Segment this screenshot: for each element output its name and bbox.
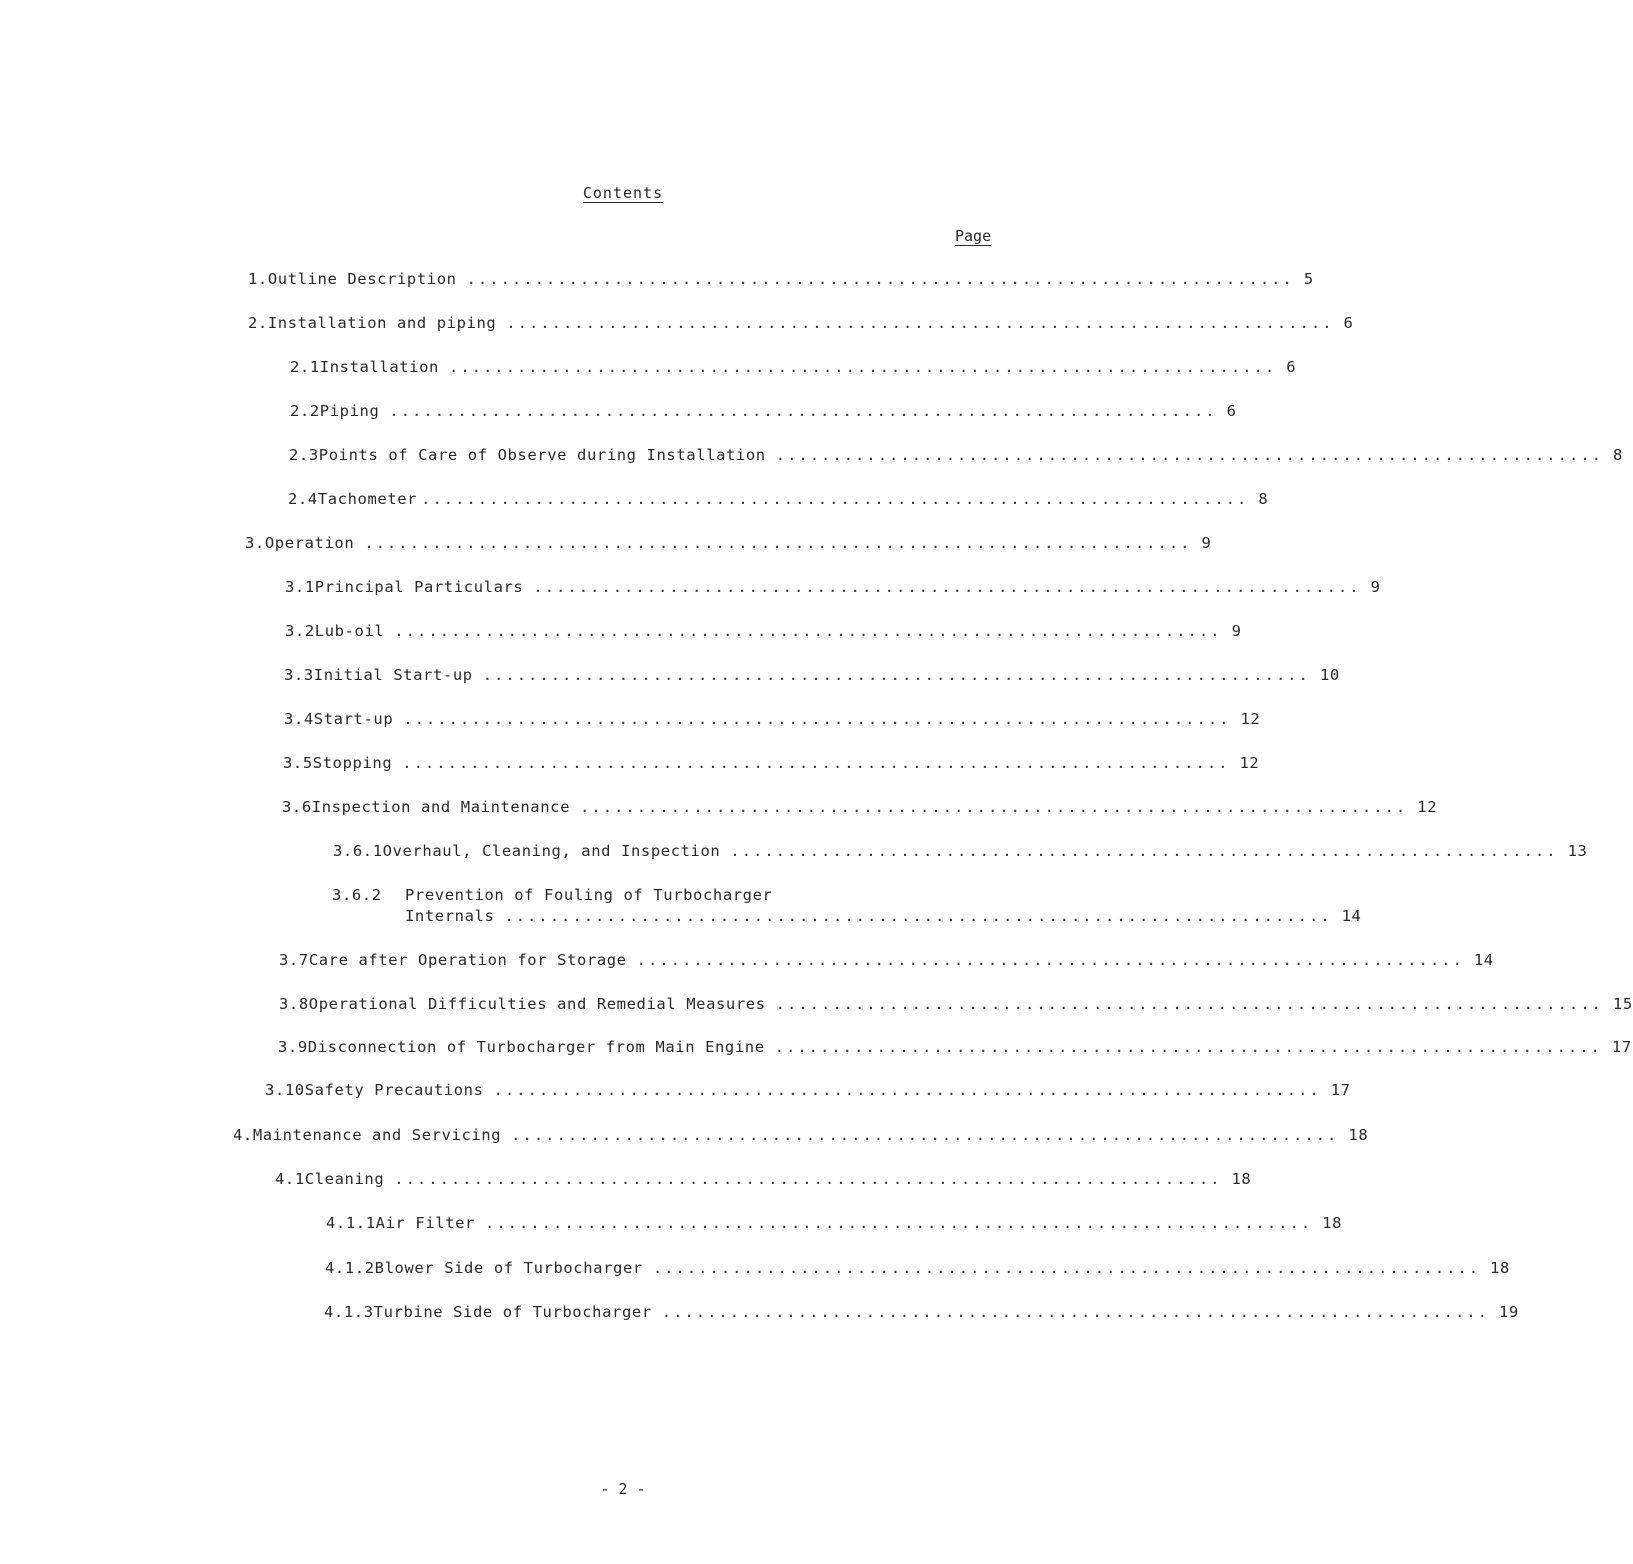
toc-entry-page: 14 [1473, 951, 1494, 969]
toc-entry-number: 3.7 [279, 951, 309, 969]
dot-leader: ......................................................................... [775, 446, 1603, 464]
dot-leader: ......................................................................... [533, 578, 1361, 596]
dot-leader: ......................................................................... [394, 622, 1222, 640]
dot-leader: ......................................................................... [485, 1214, 1313, 1232]
toc-entry-label: Overhaul, Cleaning, and Inspection [382, 842, 721, 860]
toc-entry [332, 886, 984, 904]
toc-entry-label: Disconnection of Turbocharger from Main Engine [307, 1038, 765, 1056]
toc-entry-number: 2.2 [290, 402, 320, 420]
toc-entry [278, 1038, 1632, 1056]
toc-entry-number: 1. [248, 270, 268, 288]
toc-entry [290, 402, 1237, 420]
toc-entry-label: Lub-oil [314, 622, 385, 640]
page-number-footer: - 2 - [600, 1480, 646, 1498]
toc-entry-page: 17 [1330, 1081, 1351, 1099]
toc-entry [284, 710, 1261, 728]
toc-entry-number: 4.1.1 [326, 1214, 376, 1232]
toc-entry-number: 3. [245, 534, 265, 552]
toc-entry [324, 1303, 1519, 1321]
toc-entry-page: 18 [1322, 1214, 1343, 1232]
toc-entry-page: 5 [1303, 270, 1314, 288]
dot-leader: ......................................................................... [580, 798, 1408, 816]
toc-entry-number: 3.6.1 [333, 842, 383, 860]
toc-entry-label: Turbine Side of Turbocharger [373, 1303, 652, 1321]
toc-entry-number: 2.4 [288, 490, 318, 508]
dot-leader: ......................................................................... [504, 907, 1332, 925]
dot-leader: ......................................................................... [636, 951, 1464, 969]
toc-entry-number: 3.4 [284, 710, 314, 728]
toc-entry-number: 3.10 [265, 1081, 305, 1099]
toc-entry [325, 1259, 1510, 1277]
toc-entry-label: Installation and piping [267, 314, 497, 332]
toc-entry [279, 995, 1633, 1013]
dot-leader: ......................................................................... [466, 270, 1294, 288]
contents-title-text: Contents [582, 184, 664, 202]
toc-entry-label: Prevention of Fouling of Turbocharger [405, 886, 773, 904]
toc-entry-number: 4.1.2 [325, 1259, 375, 1277]
toc-entry [290, 358, 1297, 376]
dot-leader: ......................................................................... [506, 314, 1334, 332]
toc-entry [248, 270, 1314, 288]
toc-entry-label: Operational Difficulties and Remedial Measures [308, 995, 766, 1013]
dot-leader: ......................................................................... [652, 1259, 1481, 1277]
toc-entry-number: 4. [233, 1126, 253, 1144]
dot-leader: ......................................................................... [394, 1170, 1222, 1188]
toc-entry-page: 13 [1567, 842, 1588, 860]
toc-entry-label: Tachometer [317, 490, 418, 508]
toc-entry-page: 10 [1319, 666, 1340, 684]
toc-entry-page: 17 [1611, 1038, 1632, 1056]
toc-entry-label: Air Filter [375, 1214, 475, 1232]
toc-entry-page: 18 [1231, 1170, 1252, 1188]
toc-entry-page: 9 [1370, 578, 1381, 596]
toc-entry [288, 490, 1269, 508]
toc-entry-label: Initial Start-up [313, 666, 473, 684]
dot-leader: ......................................................................... [421, 490, 1249, 508]
toc-entry-page: 6 [1343, 314, 1354, 332]
toc-entry [285, 622, 1242, 640]
toc-entry [326, 1214, 1343, 1232]
toc-entry-number: 3.5 [283, 754, 313, 772]
dot-leader: ......................................................................... [661, 1303, 1489, 1321]
dot-leader: ......................................................................... [389, 402, 1217, 420]
toc-entry-label: Cleaning [304, 1170, 385, 1188]
toc-entry-page: 12 [1417, 798, 1438, 816]
toc-entry [245, 534, 1212, 552]
toc-entry-label: Outline Description [267, 270, 457, 288]
dot-leader: ......................................................................... [511, 1126, 1339, 1144]
toc-entry-number: 3.2 [285, 622, 315, 640]
toc-entry-label: Installation [319, 358, 439, 376]
dot-leader: ......................................................................... [364, 534, 1192, 552]
dot-leader: ......................................................................... [493, 1081, 1321, 1099]
toc-entry [283, 754, 1260, 772]
toc-entry [248, 314, 1354, 332]
toc-entry-label: Blower Side of Turbocharger [374, 1259, 643, 1277]
toc-entry-page: 14 [1341, 907, 1362, 925]
toc-entry [233, 1126, 1369, 1144]
toc-entry-label: Safety Precautions [304, 1081, 484, 1099]
dot-leader: ......................................................................... [482, 666, 1310, 684]
toc-entry-continuation [405, 907, 1362, 925]
toc-entry-label: Operation [264, 534, 355, 552]
toc-entry [265, 1081, 1351, 1099]
toc-entry-number: 4.1.3 [324, 1303, 374, 1321]
toc-entry-number: 4.1 [275, 1170, 305, 1188]
toc-entry-page: 18 [1348, 1126, 1369, 1144]
toc-entry-page: 15 [1612, 995, 1633, 1013]
toc-entry [285, 578, 1381, 596]
toc-entry [289, 446, 1623, 464]
dot-leader: ......................................................................... [774, 1038, 1602, 1056]
toc-entry-number: 3.6 [282, 798, 312, 816]
dot-leader: ......................................................................... [403, 710, 1231, 728]
toc-entry-label: Maintenance and Servicing [252, 1126, 502, 1144]
toc-entry-number: 2.3 [289, 446, 319, 464]
page-column-header: Page [955, 227, 992, 245]
toc-entry [275, 1170, 1252, 1188]
toc-entry-label: Care after Operation for Storage [308, 951, 627, 969]
dot-leader: ......................................................................... [402, 754, 1230, 772]
dot-leader: ......................................................................... [730, 842, 1558, 860]
toc-entry-page: 9 [1231, 622, 1242, 640]
toc-entry-label: Principal Particulars [314, 578, 524, 596]
toc-entry-label: Start-up [313, 710, 394, 728]
contents-title [0, 184, 1116, 202]
toc-entry-number: 3.3 [284, 666, 314, 684]
toc-entry-label-continued: Internals [405, 907, 495, 925]
toc-entry-page: 18 [1490, 1259, 1510, 1277]
toc-entry-page: 12 [1240, 710, 1261, 728]
toc-entry-page: 19 [1499, 1303, 1519, 1321]
toc-entry [284, 666, 1340, 684]
toc-entry [279, 951, 1494, 969]
toc-entry [282, 798, 1438, 816]
toc-entry-page: 6 [1226, 402, 1237, 420]
toc-entry [333, 842, 1588, 860]
toc-entry-label: Stopping [312, 754, 393, 772]
toc-entry-label: Inspection and Maintenance [311, 798, 571, 816]
toc-entry-number: 3.1 [285, 578, 315, 596]
toc-entry-number: 3.9 [278, 1038, 308, 1056]
toc-entry-number: 2.1 [290, 358, 320, 376]
toc-entry-number: 3.6.2 [332, 886, 382, 904]
toc-entry-page: 6 [1286, 358, 1297, 376]
toc-entry-number: 3.8 [279, 995, 309, 1013]
toc-entry-page: 9 [1201, 534, 1212, 552]
toc-entry-page: 8 [1258, 490, 1269, 508]
toc-entry-page: 12 [1239, 754, 1260, 772]
dot-leader: ......................................................................... [448, 358, 1277, 376]
toc-entry-label: Piping [319, 402, 380, 420]
dot-leader: ......................................................................... [775, 995, 1603, 1013]
toc-entry-number: 2. [248, 314, 268, 332]
toc-entry-label: Points of Care of Observe during Installation [318, 446, 766, 464]
toc-entry-page: 8 [1612, 446, 1623, 464]
